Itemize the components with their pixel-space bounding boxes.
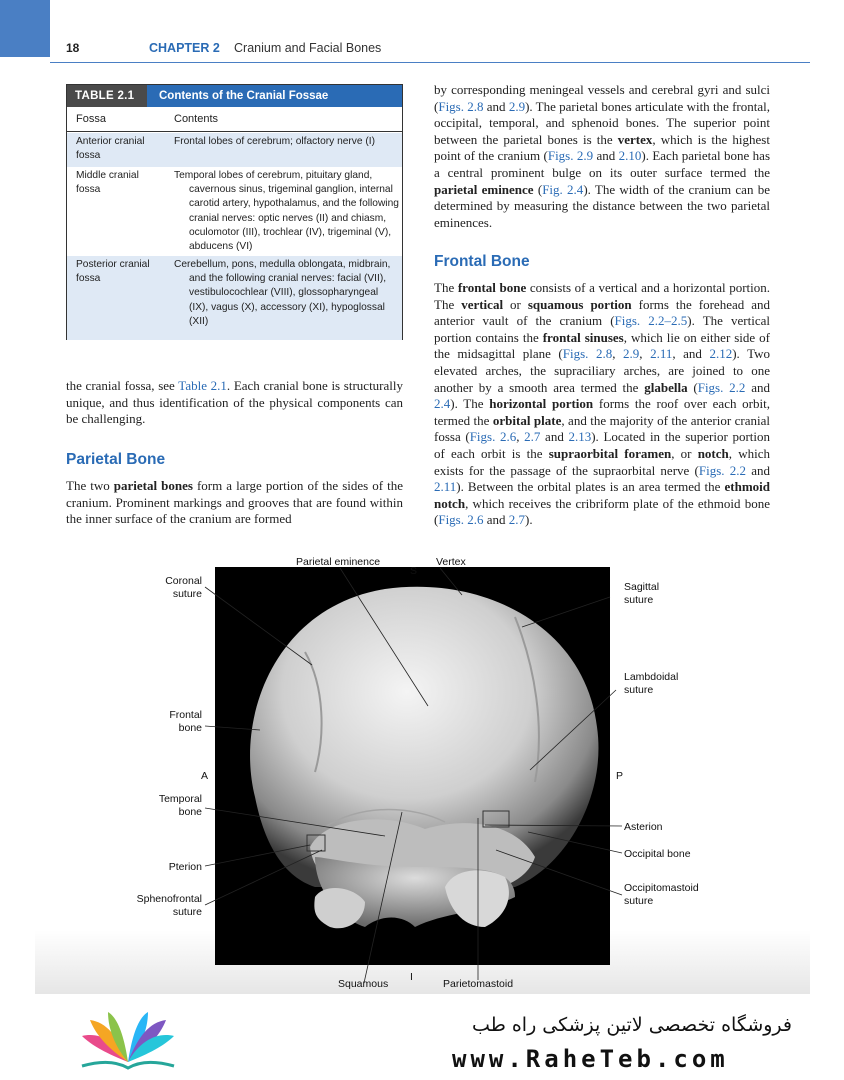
label-sphenofrontal-suture: Sphenofrontal suture — [136, 893, 202, 918]
intro-paragraph: the cranial fossa, see Table 2.1. Each cranial bone is structurally unique, and thus identification of the physical components can be challenging. — [66, 378, 403, 427]
running-header — [66, 41, 811, 61]
label-temporal-bone: Temporal bone — [158, 793, 202, 818]
fossa-cell: Middle cranial fossa — [76, 170, 139, 196]
frontal-bone-heading: Frontal Bone — [434, 253, 530, 270]
label-lambdoidal-suture: Lambdoidal suture — [624, 671, 679, 696]
table-header-bar — [67, 85, 402, 107]
label-parietal-eminence: Parietal eminence — [296, 556, 381, 568]
watermark-url: www.RaheTeb.com — [452, 1045, 729, 1073]
table-number: TABLE 2.1 — [67, 85, 147, 107]
corner-tab — [0, 0, 50, 57]
chapter-title: Cranium and Facial Bones — [234, 41, 382, 55]
label-pterion: Pterion — [168, 861, 202, 873]
column-rule — [67, 131, 402, 132]
page-number: 18 — [66, 41, 80, 55]
table-row — [67, 167, 402, 256]
table-row — [67, 133, 402, 167]
contents-cell: Temporal lobes of cerebrum, pituitary gland, cavernous sinus, trigeminal ganglion, internal carotid artery, hypothalamus, and the following cranial nerves: optic nerves (II) and chiasm, oculomotor (III), trochlear (IV), trigeminal (V), abducens (VI) — [174, 170, 399, 253]
label-posterior: P — [616, 770, 624, 782]
parietal-bone-heading: Parietal Bone — [66, 451, 166, 468]
label-frontal-bone: Frontal bone — [169, 709, 202, 734]
table-reference-link[interactable]: Table 2.1 — [178, 378, 227, 393]
column-header-fossa: Fossa — [76, 113, 106, 125]
label-anterior: A — [201, 770, 209, 782]
chapter-label: CHAPTER 2 — [149, 41, 220, 55]
header-rule — [50, 62, 810, 63]
table-cranial-fossae — [66, 84, 403, 340]
contents-cell: Frontal lobes of cerebrum; olfactory nerve (I) — [174, 136, 375, 147]
fossa-cell: Posterior cranial fossa — [76, 259, 150, 285]
label-superior: S — [410, 565, 418, 577]
label-squamous: Squamous — [338, 978, 389, 990]
table-title: Contents of the Cranial Fossae — [159, 90, 329, 102]
column-header-contents: Contents — [174, 113, 219, 125]
label-sagittal-suture: Sagittal suture — [624, 581, 660, 606]
label-coronal-suture: Coronal suture — [165, 575, 202, 600]
table-row — [67, 256, 402, 340]
book-logo-icon — [78, 1010, 178, 1070]
frontal-paragraph: The frontal bone consists of a vertical and a horizontal portion. The vertical or squamous portion forms the forehead and anterior vault of the cranium (Figs. 2.2–2.5). The vertical portion contains the frontal sinuses, which lie on either side of the midsagittal plane (Figs. 2.8, 2.9, 2.11, and 2.12). Two elevated arches, the supraciliary arches, are joined to one another by a smooth area termed the glabella (Figs. 2.2 and 2.4). The horizontal portion forms the roof over each orbit, termed the orbital plate, and the majority of the anterior cranial fossa (Figs. 2.6, 2.7 and 2.13). Located in the superior portion of each orbit is the supraorbital foramen, or notch, which exists for the passage of the supraorbital nerve (Figs. 2.2 and 2.11). Between the orbital plates is an area termed the ethmoid notch, which receives the cribriform plate of the ethmoid bone (Figs. 2.6 and 2.7). — [434, 280, 771, 528]
label-parietomastoid: Parietomastoid — [443, 978, 514, 990]
label-asterion: Asterion — [624, 821, 663, 833]
skull-3d-ct-image — [215, 567, 610, 965]
contents-cell: Cerebellum, pons, medulla oblongata, midbrain, and the following cranial nerves: facial (VII), vestibulocochlear (VIII), glossopharyngeal (IX), vagus (X), accessory (XI), hypoglossal (XII) — [174, 259, 391, 327]
parietal-paragraph: The two parietal bones form a large portion of the sides of the cranium. Prominent markings and grooves that are found within the inner surface of the cranium are formed — [66, 478, 403, 527]
label-occipitomastoid-suture: Occipitomastoid suture — [624, 882, 699, 907]
parietal-continued-paragraph: by corresponding meningeal vessels and cerebral gyri and sulci (Figs. 2.8 and 2.9). The parietal bones articulate with the frontal, occipital, temporal, and sphenoid bones. The superior point between the parietal bones is the vertex, which is the highest point of the cranium (Figs. 2.9 and 2.10). Each parietal bone has a central prominent bulge on its outer surface termed the parietal eminence (Fig. 2.4). The width of the cranium can be determined by measuring the distance between the two parietal eminences. — [434, 82, 771, 230]
label-vertex: Vertex — [436, 556, 466, 568]
label-inferior: I — [410, 971, 413, 983]
label-occipital-bone: Occipital bone — [624, 848, 691, 860]
watermark-persian-text: فروشگاه تخصصی لاتین پزشکی راه طب — [472, 1014, 792, 1036]
fossa-cell: Anterior cranial fossa — [76, 136, 145, 162]
